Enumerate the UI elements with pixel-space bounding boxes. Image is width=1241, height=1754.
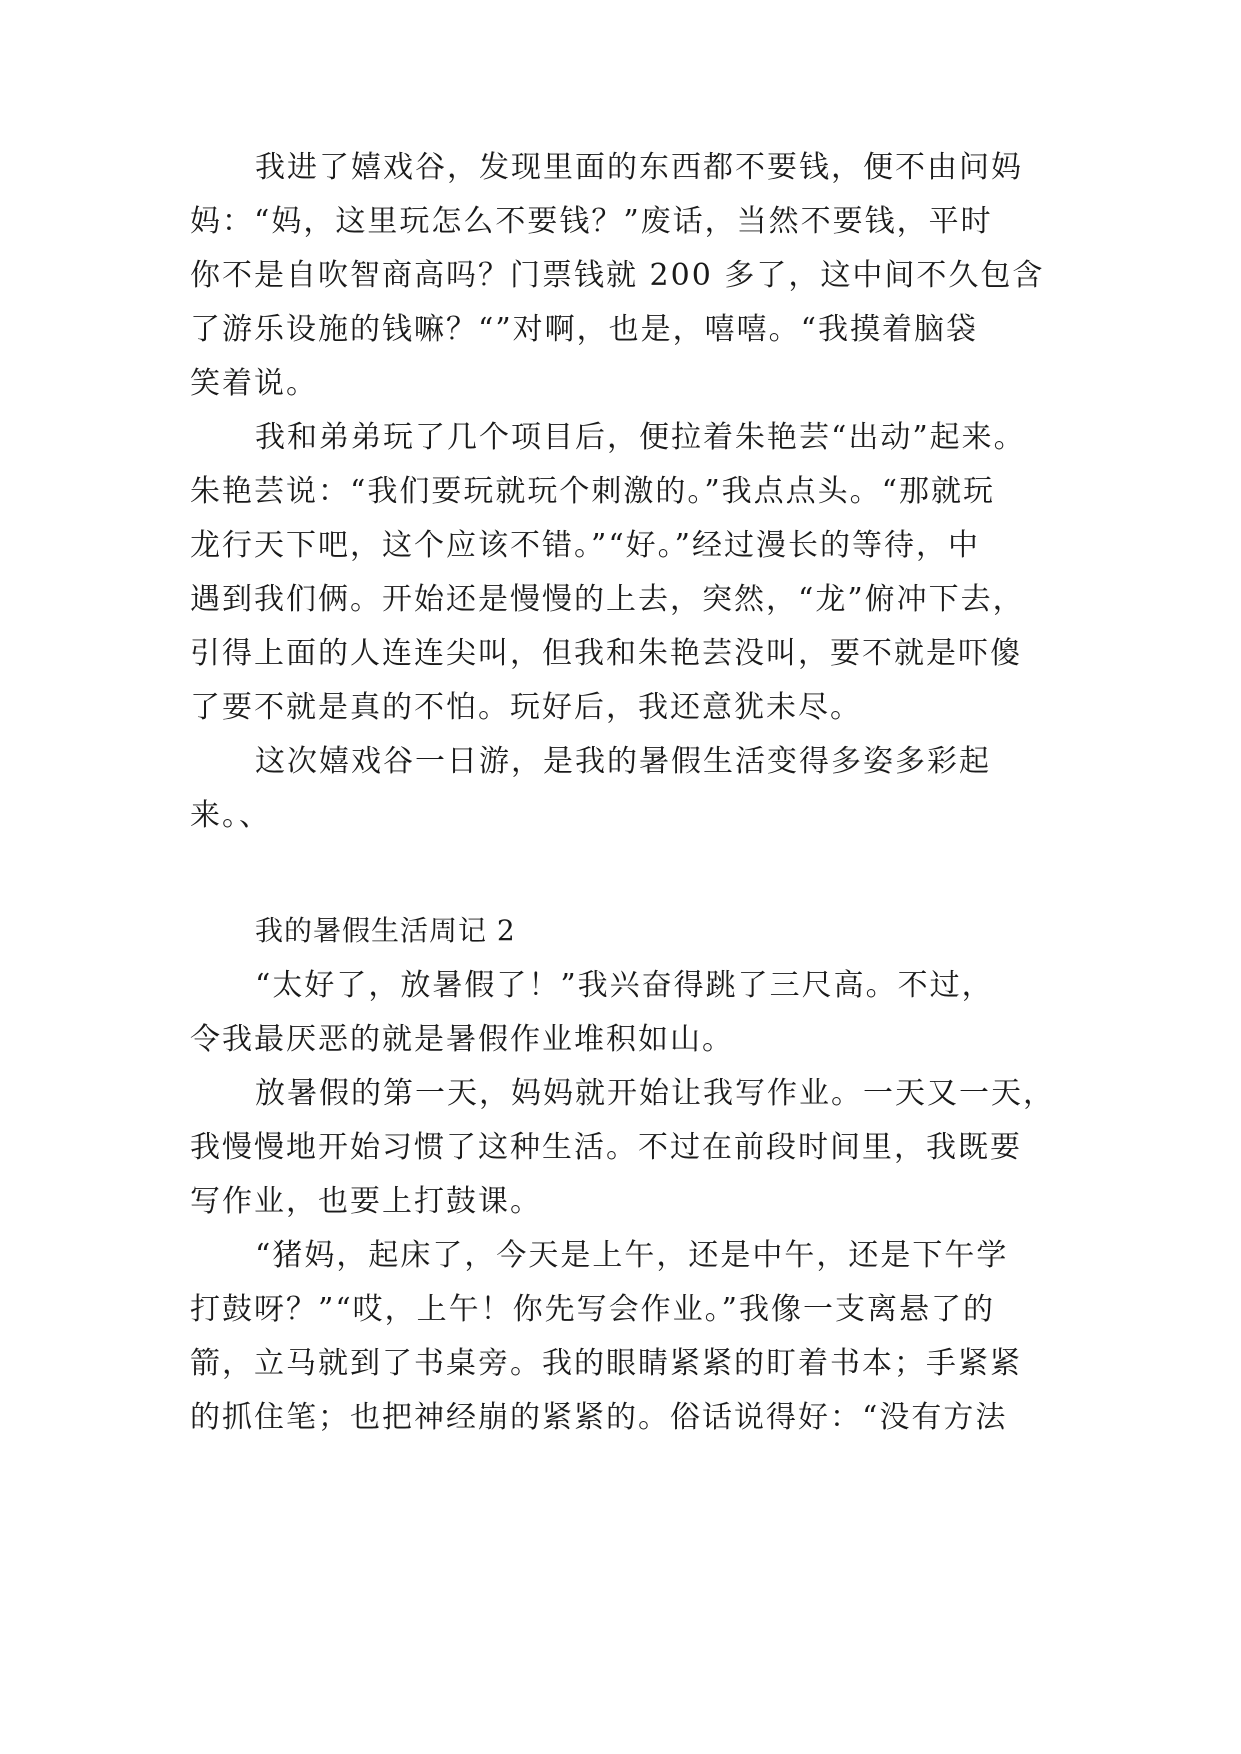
text-line: 打鼓呀？”“哎，上午！你先写会作业。”我像一支离悬了的 [190,1292,996,1327]
text-line: “太好了，放暑假了！”我兴奋得跳了三尺高。不过， [255,968,994,1003]
text-line: 令我最厌恶的就是暑假作业堆积如山。 [190,1022,734,1057]
text-line: 写作业，也要上打鼓课。 [190,1184,542,1219]
text-line: 你不是自吹智商高吗？门票钱就 200 多了，这中间不久包含 [190,258,1045,293]
text-line: 来。、 [190,798,271,833]
text-line: 我进了嬉戏谷，发现里面的东西都不要钱，便不由问妈 [255,150,1023,185]
text-line: 龙行天下吧，这个应该不错。”“好。”经过漫长的等待，中 [190,528,981,563]
text-line: 我慢慢地开始习惯了这种生活。不过在前段时间里，我既要 [190,1130,1022,1165]
text-line: 放暑假的第一天，妈妈就开始让我写作业。一天又一天， [255,1076,1055,1111]
text-line: 引得上面的人连连尖叫，但我和朱艳芸没叫，要不就是吓傻 [190,636,1022,671]
text-line: 了要不就是真的不怕。玩好后，我还意犹未尽。 [190,690,862,725]
text-line: 的抓住笔；也把神经崩的紧紧的。俗话说得好：“没有方法 [190,1400,1008,1435]
text-line: 朱艳芸说：“我们要玩就玩个刺激的。”我点点头。“那就玩 [190,474,996,509]
text-line: 箭，立马就到了书桌旁。我的眼睛紧紧的盯着书本；手紧紧 [190,1346,1022,1381]
text-line: 这次嬉戏谷一日游，是我的暑假生活变得多姿多彩起 [255,744,991,779]
text-line: 妈：“妈，这里玩怎么不要钱？”废话，当然不要钱，平时 [190,204,993,239]
text-line: 了游乐设施的钱嘛？“”对啊，也是，嘻嘻。“我摸着脑袋 [190,312,979,347]
section-title: 我的暑假生活周记 2 [255,914,516,947]
text-line: 我和弟弟玩了几个项目后，便拉着朱艳芸“出动”起来。 [255,420,1026,455]
text-line: 笑着说。 [190,366,318,401]
text-line: “猪妈，起床了，今天是上午，还是中午，还是下午学 [255,1238,1009,1273]
text-line: 遇到我们俩。开始还是慢慢的上去，突然，“龙”俯冲下去， [190,582,1025,617]
